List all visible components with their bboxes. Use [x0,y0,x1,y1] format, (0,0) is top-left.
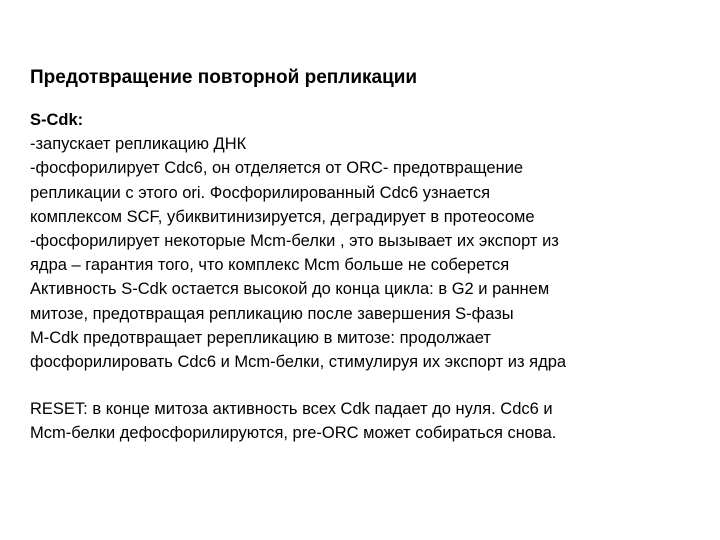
body-line: -запускает репликацию ДНК [30,135,247,154]
subheading-s-cdk: S-Cdk: [30,111,84,129]
body-line: -фосфорилирует некоторые Mcm-белки , это вызывает их экспорт из [30,232,559,251]
body-line: митозе, предотвращая репликацию после завершения S-фазы [30,304,514,323]
body-line: комплексом SCF, убиквитинизируется, деградирует в протеосоме [30,207,535,226]
reset-line: Mcm-белки дефосфорилируются, pre-ORC может собираться снова. [30,424,557,443]
paragraph-gap [30,374,700,397]
reset-line: RESET: в конце митоза активность всех Cdk падает до нуля. Cdc6 и [30,400,553,419]
slide-body [30,108,700,446]
slide-title: Предотвращение повторной репликации [30,67,418,88]
body-line: ядра – гарантия того, что комплекс Mcm больше не соберется [30,256,510,275]
body-line: репликации с этого ori. Фосфорилированный Cdc6 узнается [30,183,491,202]
body-line: M-Cdk предотвращает ререпликацию в митозе: продолжает [30,328,491,347]
body-line: фосфорилировать Cdc6 и Mcm-белки, стимулируя их экспорт из ядра [30,353,567,372]
body-line: Активность S-Cdk остается высокой до конца цикла: в G2 и раннем [30,280,550,299]
body-line: -фосфорилирует Cdc6, он отделяется от ORC- предотвращение [30,159,524,178]
